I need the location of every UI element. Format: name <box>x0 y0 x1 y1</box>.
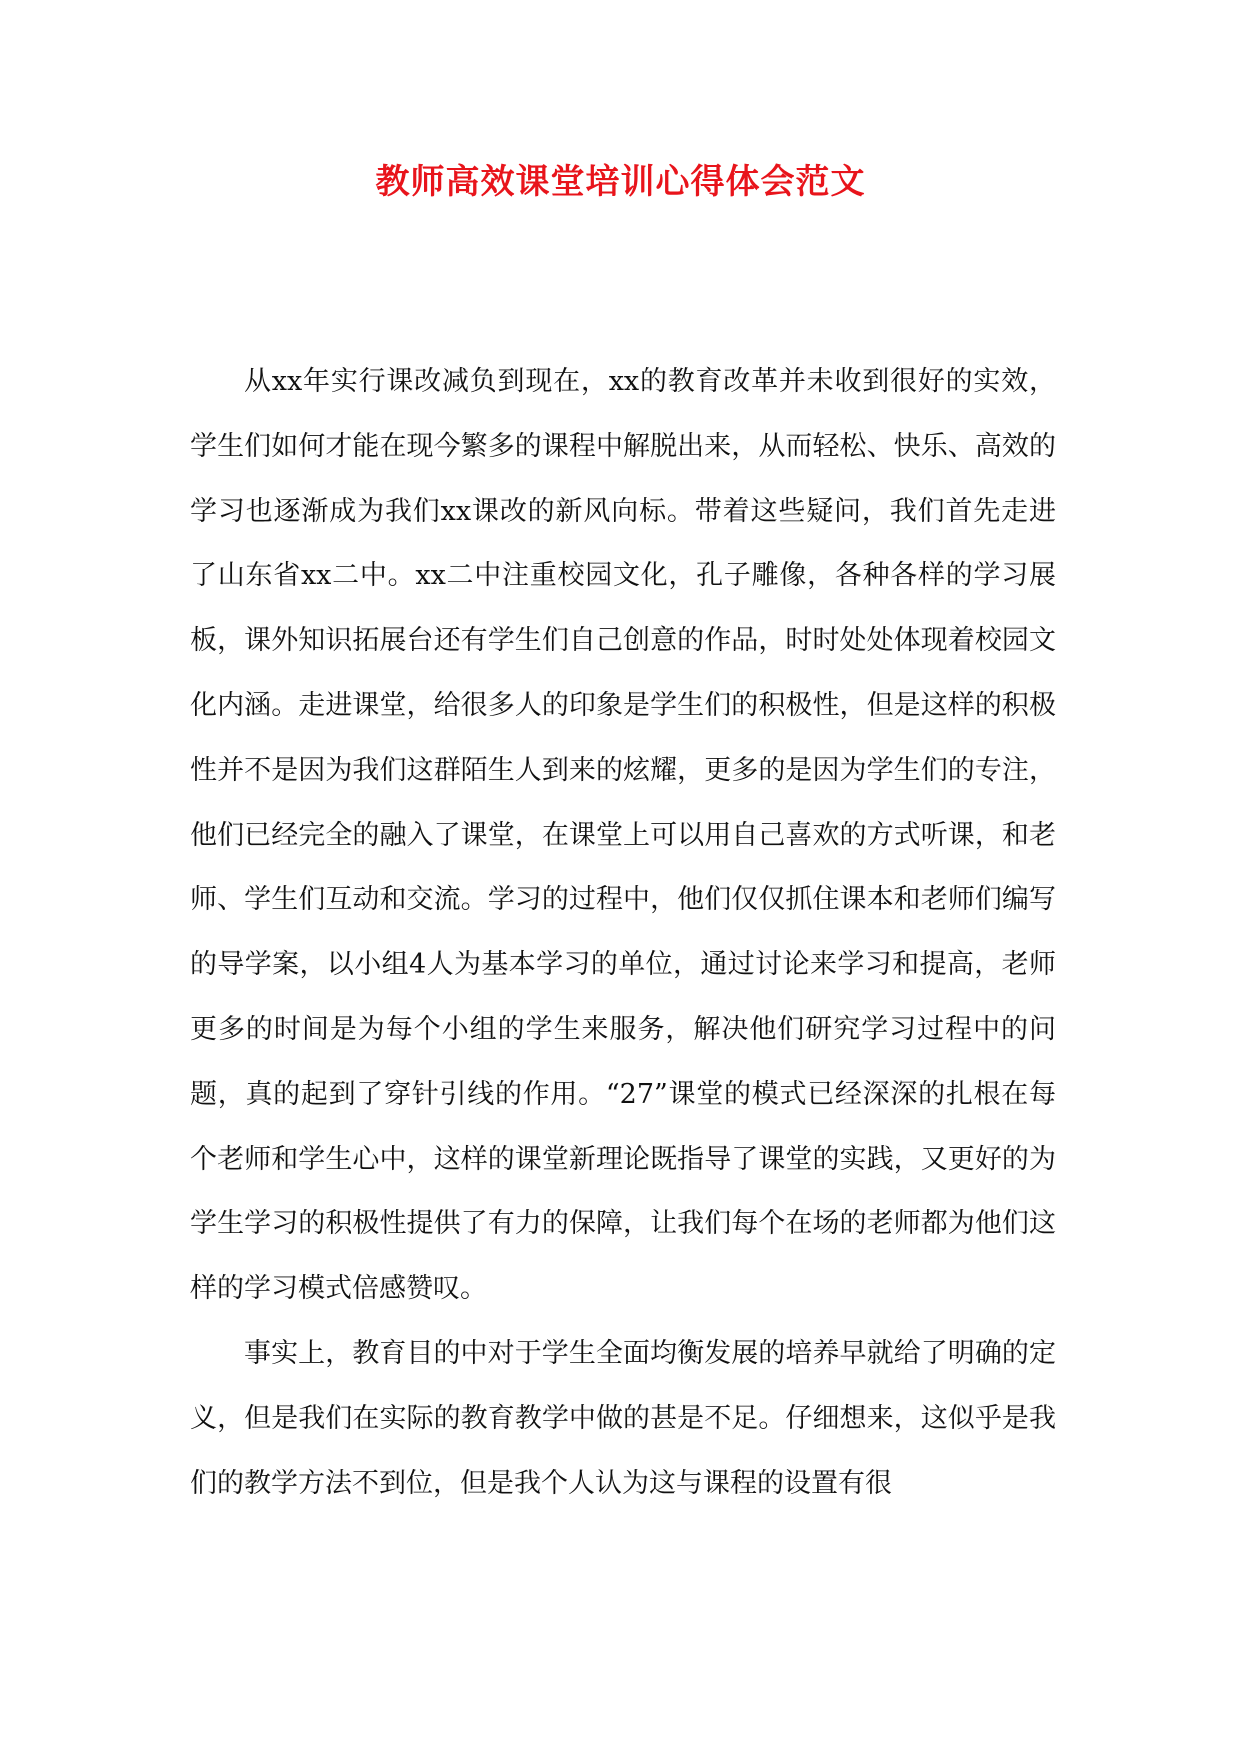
paragraph-1: 从xx年实行课改减负到现在，xx的教育改革并未收到很好的实效，学生们如何才能在现今繁多的课程中解脱出来，从而轻松、快乐、高效的学习也逐渐成为我们xx课改的新风向标。带着这些疑问，我们首先走进了山东省xx二中。xx二中注重校园文化，孔子雕像，各种各样的学习展板，课外知识拓展台还有学生们自己创意的作品，时时处处体现着校园文化内涵。走进课堂，给很多人的印象是学生们的积极性，但是这样的积极性并不是因为我们这群陌生人到来的炫耀，更多的是因为学生们的专注，他们已经完全的融入了课堂，在课堂上可以用自己喜欢的方式听课，和老师、学生们互动和交流。学习的过程中，他们仅仅抓住课本和老师们编写的导学案，以小组4人为基本学习的单位，通过讨论来学习和提高，老师更多的时间是为每个小组的学生来服务，解决他们研究学习过程中的问题，真的起到了穿针引线的作用。“27”课堂的模式已经深深的扎根在每个老师和学生心中，这样的课堂新理论既指导了课堂的实践，又更好的为学生学习的积极性提供了有力的保障，让我们每个在场的老师都为他们这样的学习模式倍感赞叹。 <box>190 366 1056 1305</box>
document-title: 教师高效课堂培训心得体会范文 <box>375 162 866 202</box>
paragraph-2: 事实上，教育目的中对于学生全面均衡发展的培养早就给了明确的定义，但是我们在实际的教育教学中做的甚是不足。仔细想来，这似乎是我们的教学方法不到位，但是我个人认为这与课程的设置有很 <box>190 1337 1056 1499</box>
document-body <box>190 350 1056 1516</box>
